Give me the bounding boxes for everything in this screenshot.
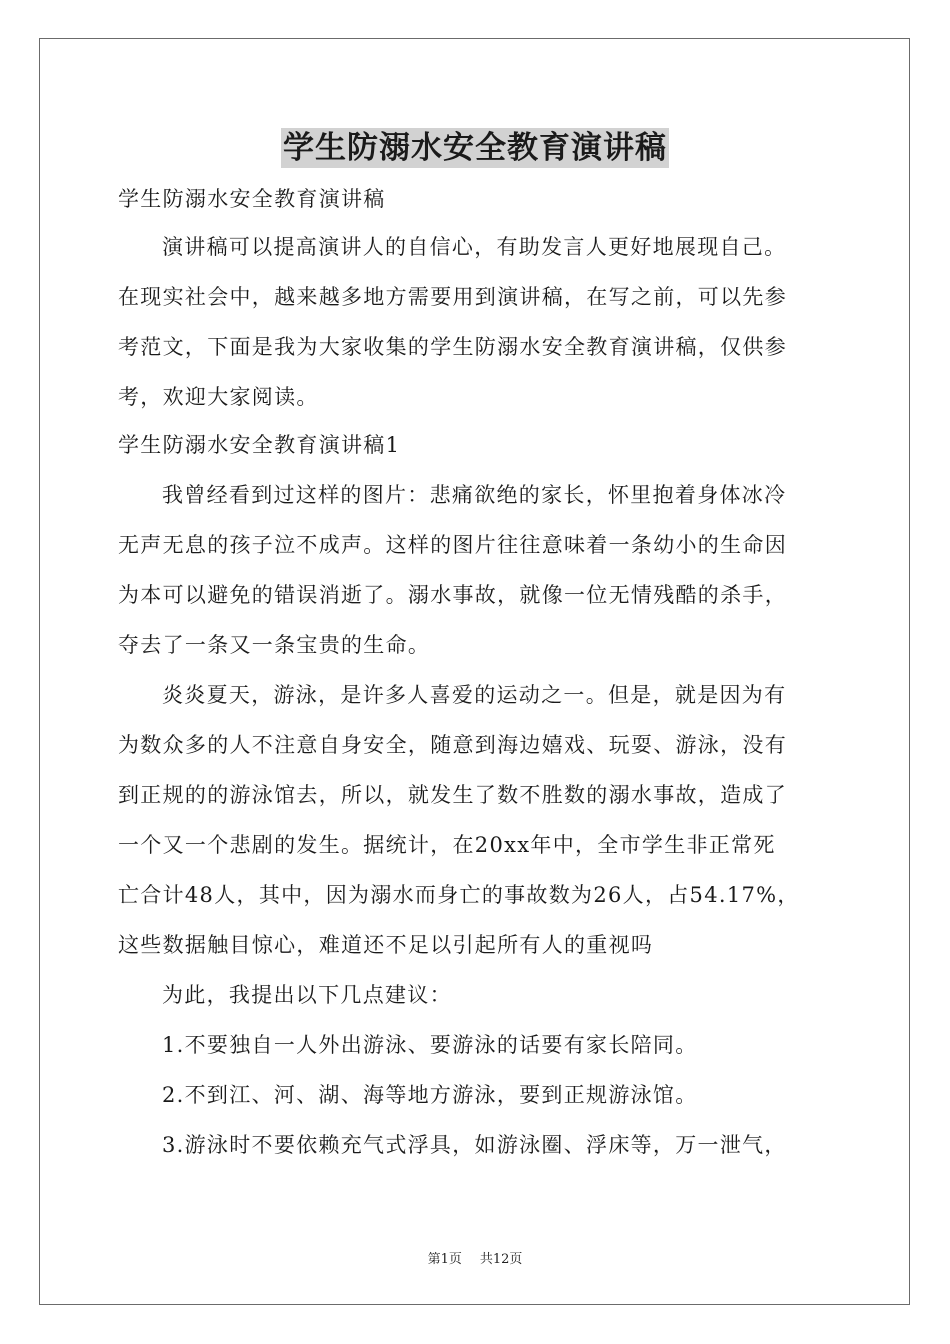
paragraph-line: 为本可以避免的错误消逝了。溺水事故，就像一位无情残酷的杀手， — [118, 583, 787, 607]
suggestion-intro: 为此，我提出以下几点建议： — [162, 983, 452, 1007]
intro-line: 在现实社会中，越来越多地方需要用到演讲稿，在写之前，可以先参 — [118, 285, 787, 309]
page-number-current: 第1页 — [427, 1252, 462, 1267]
document-title: 学生防溺水安全教育演讲稿 — [283, 130, 667, 166]
paragraph-line: 亡合计48人，其中，因为溺水而身亡的事故数为26人，占54.17%， — [118, 883, 800, 907]
paragraph-line: 炎炎夏天，游泳，是许多人喜爱的运动之一。但是，就是因为有 — [162, 683, 787, 707]
paragraph-line: 一个又一个悲剧的发生。据统计，在20xx年中，全市学生非正常死 — [118, 833, 776, 857]
intro-line: 考，欢迎大家阅读。 — [118, 385, 319, 409]
section-heading: 学生防溺水安全教育演讲稿1 — [118, 433, 401, 457]
paragraph-line: 到正规的的游泳馆去，所以，就发生了数不胜数的溺水事故，造成了 — [118, 783, 787, 807]
intro-line: 考范文，下面是我为大家收集的学生防溺水安全教育演讲稿，仅供参 — [118, 335, 787, 359]
paragraph-line: 这些数据触目惊心，难道还不足以引起所有人的重视吗 — [118, 933, 654, 957]
suggestion-item: 3.游泳时不要依赖充气式浮具，如游泳圈、浮床等，万一泄气， — [162, 1133, 787, 1157]
paragraph-line: 夺去了一条又一条宝贵的生命。 — [118, 633, 431, 657]
suggestion-item: 1.不要独自一人外出游泳、要游泳的话要有家长陪同。 — [162, 1033, 698, 1057]
paragraph-line: 无声无息的孩子泣不成声。这样的图片往往意味着一条幼小的生命因 — [118, 533, 787, 557]
intro-line: 演讲稿可以提高演讲人的自信心，有助发言人更好地展现自己。 — [162, 235, 787, 259]
paragraph-line: 我曾经看到过这样的图片：悲痛欲绝的家长，怀里抱着身体冰冷 — [162, 483, 787, 507]
suggestion-item: 2.不到江、河、湖、海等地方游泳，要到正规游泳馆。 — [162, 1083, 698, 1107]
page-footer — [0, 1248, 950, 1267]
paragraph-line: 为数众多的人不注意自身安全，随意到海边嬉戏、玩耍、游泳，没有 — [118, 733, 787, 757]
page-number-total: 共12页 — [479, 1252, 523, 1267]
document-body — [118, 179, 838, 1175]
document-subtitle: 学生防溺水安全教育演讲稿 — [118, 187, 386, 211]
title-container — [0, 128, 950, 168]
